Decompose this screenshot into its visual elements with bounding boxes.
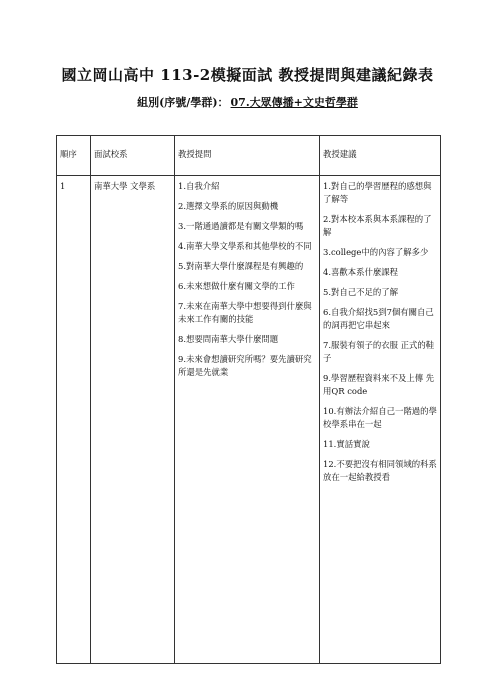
header-row bbox=[57, 136, 441, 176]
question-item: 7.未來在南華大學中想要得到什麼與未來工作有關的技能 bbox=[178, 301, 312, 325]
question-item: 6.未來想做什麼有關文學的工作 bbox=[178, 281, 295, 292]
header-questions: 教授提問 bbox=[175, 136, 320, 176]
record-table bbox=[56, 135, 441, 664]
header-suggestions: 教授建議 bbox=[320, 136, 441, 176]
suggestion-item: 7.服裝有領子的衣服 正式的鞋子 bbox=[323, 340, 435, 364]
cell-order: 1 bbox=[57, 176, 91, 664]
header-school: 面試校系 bbox=[91, 136, 175, 176]
suggestion-item: 11.實話實說 bbox=[323, 439, 370, 450]
cell-school: 南華大學 文學系 bbox=[91, 176, 175, 664]
question-item: 5.對南華大學什麼課程是有興趣的 bbox=[178, 261, 304, 272]
cell-questions bbox=[175, 176, 320, 664]
question-item: 1.自我介紹 bbox=[178, 181, 220, 191]
group-label: 組別(序號/學群)： bbox=[137, 96, 229, 109]
cell-suggestions bbox=[320, 176, 441, 664]
header-order: 順序 bbox=[57, 136, 91, 176]
group-value: 07.大眾傳播+文史哲學群 bbox=[230, 96, 358, 109]
question-item: 8.想要問南華大學什麼問題 bbox=[178, 334, 279, 345]
question-item: 3.一階通過讀都是有關文學類的嗎 bbox=[178, 221, 304, 232]
suggestion-item: 1.對自己的學習歷程的感想與了解等 bbox=[323, 181, 432, 205]
suggestion-list bbox=[323, 180, 437, 484]
suggestion-item: 2.對本校本系與本系課程的了解 bbox=[323, 214, 432, 238]
table-row bbox=[57, 176, 441, 664]
group-line bbox=[0, 94, 495, 110]
suggestion-item: 6.自我介紹找5到7個有關自己的詞再把它串起來 bbox=[323, 307, 434, 331]
suggestion-item: 10.有辦法介紹自己一階過的學校學系串在一起 bbox=[323, 406, 437, 430]
question-item: 2.選擇文學系的原因與動機 bbox=[178, 201, 279, 212]
question-item: 4.南華大學文學系和其他學校的不同 bbox=[178, 241, 312, 252]
suggestion-item: 5.對自己不足的了解 bbox=[323, 287, 398, 298]
question-list bbox=[178, 180, 316, 379]
page-title: 國立岡山高中 113-2模擬面試 教授提問與建議紀錄表 bbox=[61, 66, 434, 84]
suggestion-item: 9.學習歷程資料來不及上傳 先用QR code bbox=[323, 373, 435, 397]
suggestion-item: 12.不要把沒有相同領域的科系放在一起給教授看 bbox=[323, 459, 437, 483]
question-item: 9.未來會想讀研究所嗎？要先讀研究所還是先就業 bbox=[178, 354, 312, 378]
suggestion-item: 3.college中的內容了解多少 bbox=[323, 247, 429, 258]
suggestion-item: 4.喜歡本系什麼課程 bbox=[323, 267, 398, 278]
